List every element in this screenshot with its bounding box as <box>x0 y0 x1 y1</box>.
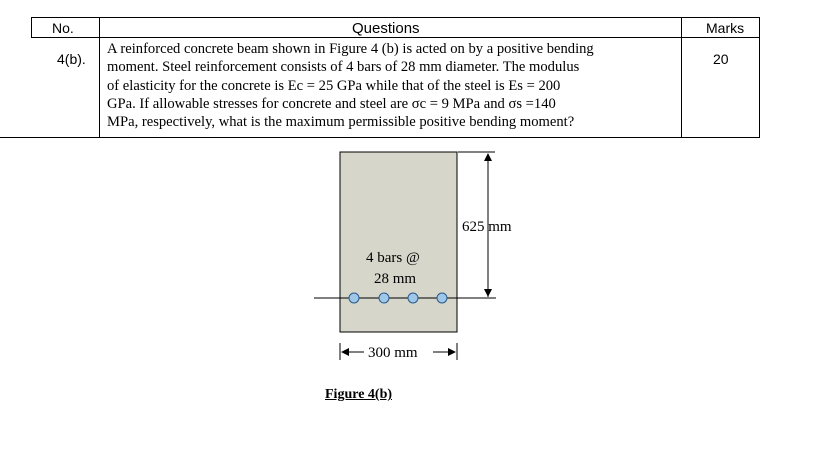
bars-label-line1: 4 bars @ <box>366 250 420 266</box>
rebar-4 <box>437 293 447 303</box>
figure-caption: Figure 4(b) <box>325 387 393 402</box>
concrete-section <box>340 152 457 332</box>
column-header-no: No. <box>52 20 74 36</box>
question-line-4: GPa. If allowable stresses for concrete and steel are σc = 9 MPa and σs =140 <box>107 95 556 112</box>
rebar-3 <box>408 293 418 303</box>
rebar-2 <box>379 293 389 303</box>
height-label: 625 mm <box>462 219 512 235</box>
rebar-1 <box>349 293 359 303</box>
column-header-marks: Marks <box>706 20 745 36</box>
question-marks: 20 <box>713 51 729 67</box>
bars-label-line2: 28 mm <box>374 271 417 287</box>
question-line-3: of elasticity for the concrete is Ec = 25 GPa while that of the steel is Es = 200 <box>107 77 561 94</box>
question-line-1: A reinforced concrete beam shown in Figure 4 (b) is acted on by a positive bending <box>107 41 594 57</box>
question-line-5: MPa, respectively, what is the maximum permissible positive bending moment? <box>107 114 575 131</box>
width-label: 300 mm <box>368 345 418 361</box>
question-number: 4(b). <box>57 51 86 67</box>
column-header-questions: Questions <box>352 20 420 37</box>
question-line-2: moment. Steel reinforcement consists of 4 bars of 28 mm diameter. The modulus <box>107 59 580 76</box>
